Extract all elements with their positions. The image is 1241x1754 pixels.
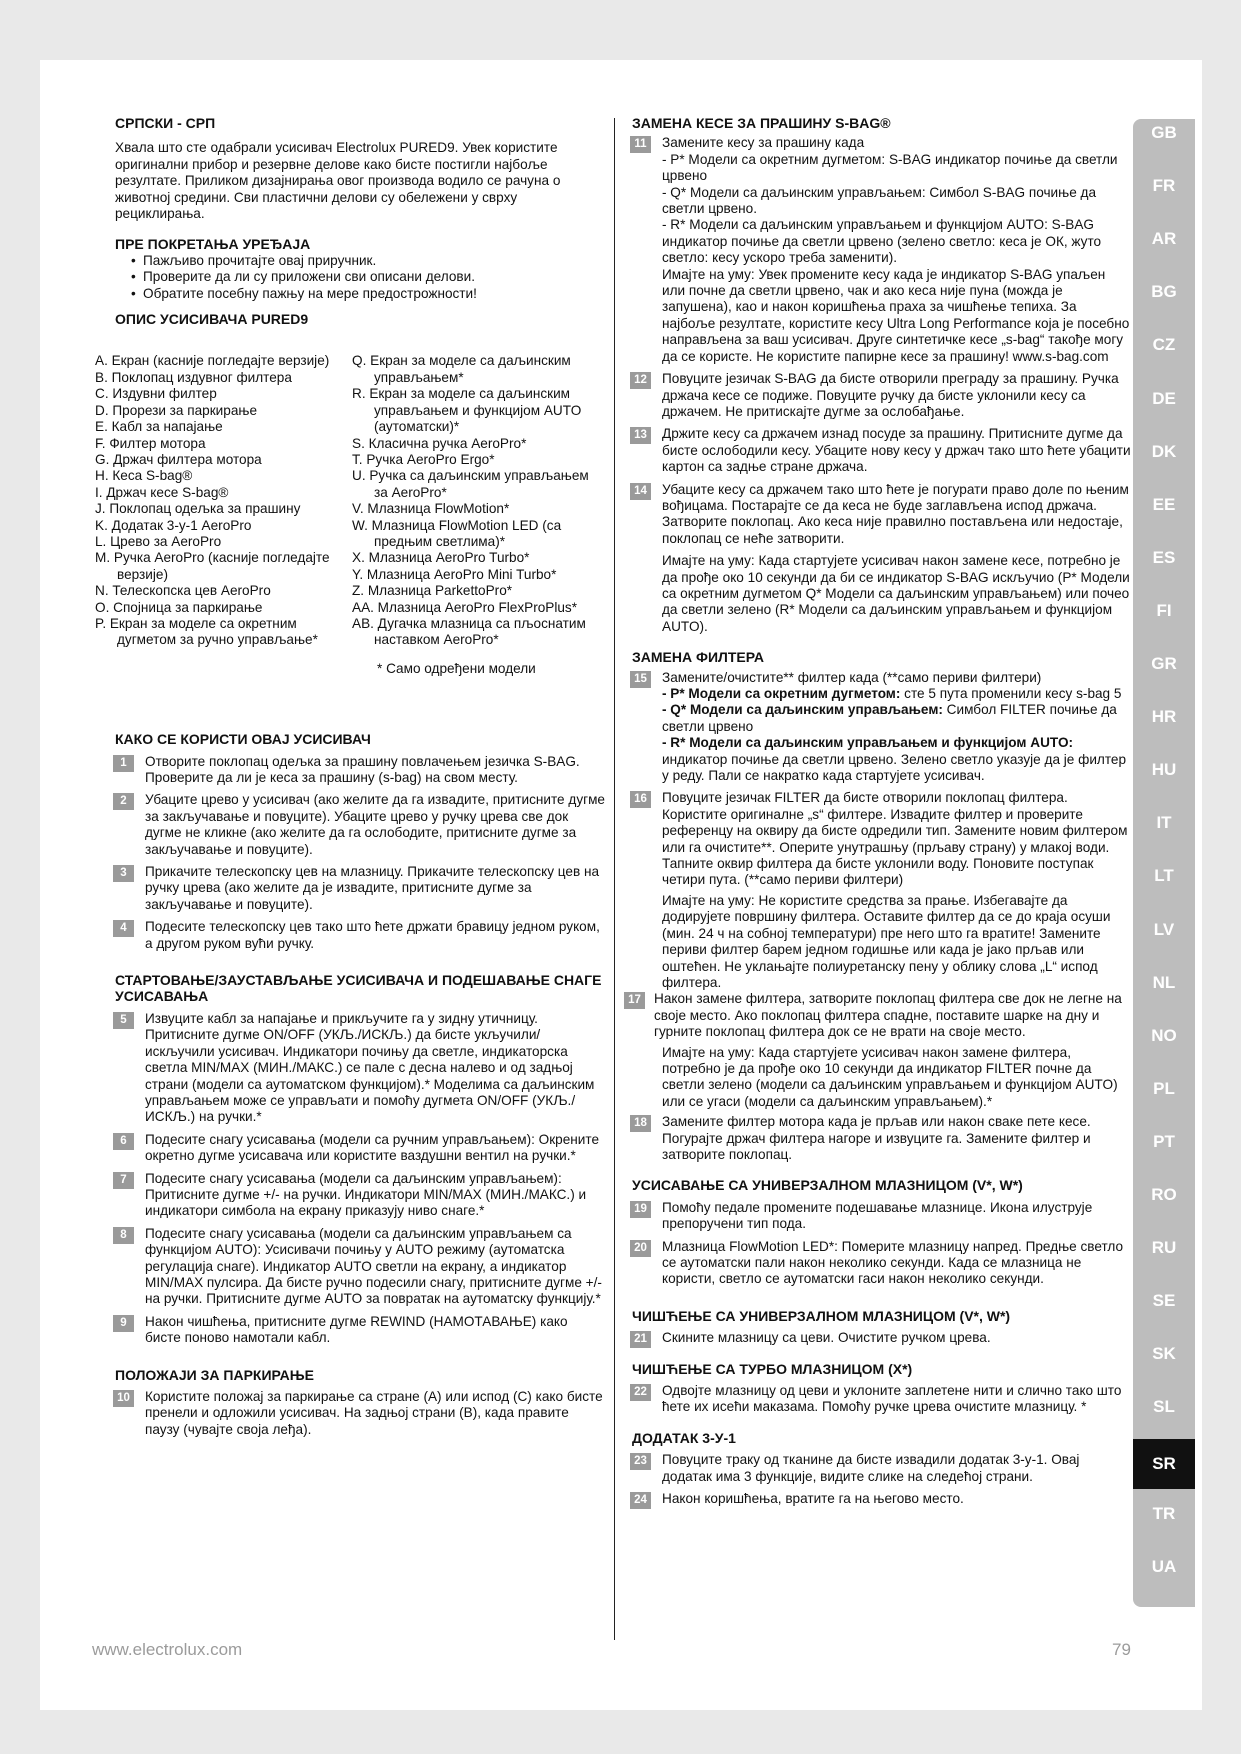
- part-item: F. Филтер мотора: [95, 435, 206, 451]
- part-item: H. Кеса S-bag®: [95, 468, 193, 484]
- step-text: Користите положај за паркирање са стране (A) или испод (C) како бисте пренели и одложили усисивач. На задњој страни (B), када правите паузу (чувајте своја леђа).: [145, 1389, 603, 1437]
- tab-hr[interactable]: HR: [1151, 707, 1177, 727]
- step-16: [632, 790, 1132, 991]
- tab-de[interactable]: DE: [1152, 388, 1176, 408]
- step-text: Прикачите телескопску цев на млазницу. Прикачите телескопску цев на ручку црева (ако желите да је извадите, притисните дугме за закључавање и повуците).: [145, 864, 600, 912]
- part-item: R. Екран за моделе са даљинским управљањем и функцијом AUTO (аутоматски)*: [352, 386, 582, 435]
- tab-pl[interactable]: PL: [1153, 1078, 1175, 1098]
- tab-ro[interactable]: RO: [1151, 1185, 1177, 1204]
- page-number: 79: [1112, 1640, 1131, 1659]
- tab-gb[interactable]: GB: [1151, 123, 1177, 142]
- step-15: [632, 670, 1132, 785]
- step-number: 24: [630, 1492, 651, 1509]
- list-item: • Пажљиво прочитајте овај приручник.: [131, 253, 605, 269]
- tab-nl[interactable]: NL: [1152, 972, 1176, 992]
- left-column: [95, 115, 605, 1444]
- step-text: Подесите снагу усисавања (модели са ручним управљањем): Окрените окретно дугме усисавача или користите ваздушни вентил на ручки.*: [145, 1131, 600, 1164]
- step-number: 8: [113, 1227, 134, 1244]
- list-item: • Проверите да ли су приложени сви описани делови.: [131, 269, 605, 285]
- step-text: Помоћу педале промените подешавање млазнице. Икона илуструје препоручени тип пода.: [662, 1199, 1093, 1232]
- sbag-heading: ЗАМЕНА КЕСЕ ЗА ПРАШИНУ S-BAG®: [632, 115, 891, 131]
- step-21: [632, 1330, 1132, 1346]
- step-text: Повуците траку од тканине да бисте извадили додатак 3-у-1. Овај додатак има 3 функције, видите слике на следећој страни.: [662, 1452, 1080, 1484]
- step-number: 20: [630, 1240, 651, 1257]
- start-stop-steps: [115, 1011, 605, 1347]
- part-item: AB. Дугачка млазница са пљоснатим наставком AeroPro*: [352, 615, 586, 648]
- description-heading: ОПИС УСИСИВАЧА PURED9: [115, 311, 309, 328]
- part-item: G. Држач филтера мотора: [95, 451, 262, 467]
- part-item: I. Држач кесе S-bag®: [95, 484, 229, 500]
- usage-steps: [115, 754, 605, 952]
- part-item: K. Додатак 3-у-1 AeroPro: [95, 517, 252, 533]
- part-item: C. Издувни филтер: [95, 386, 217, 402]
- part-item: T. Ручка AeroPro Ergo*: [352, 451, 495, 467]
- universal-nozzle-heading: УСИСАВАЊЕ СА УНИВЕРЗАЛНОМ МЛАЗНИЦОМ (V*, W*): [632, 1177, 1023, 1194]
- section-title: СРПСКИ - СРП: [115, 115, 216, 131]
- step-17: [628, 991, 1132, 1110]
- step-24: [632, 1491, 1132, 1507]
- step-text: Повуците језичак FILTER да бисте отворили поклопац филтера. Користите оригиналне „s“ филтере. Извадите филтер и проверите референцу на оквиру да бисте одредили тип. Замените новим филтером или га очистите**. Оперите унутрашњу (прљаву страну) у млакој води. Тапните оквир филтера да бисте уклонили воду. Поновите поступак четири пута. (**само периви филтери): [662, 790, 1128, 888]
- step-number: 17: [624, 992, 645, 1009]
- part-item: V. Млазница FlowMotion*: [352, 501, 510, 517]
- step-20: [632, 1239, 1132, 1288]
- step-number: 1: [113, 755, 134, 772]
- clean-universal-heading: ЧИШЋЕЊЕ СА УНИВЕРЗАЛНОМ МЛАЗНИЦОМ (V*, W*): [632, 1307, 1011, 1324]
- step-text: Млазница FlowMotion LED*: Померите млазницу напред. Предње светло се аутоматски пали након неколико секунди. Када се млазница не користи, светло се аутоматски гаси након неколико секунди.: [662, 1238, 1124, 1287]
- turbo-nozzle-heading: ЧИШЋЕЊЕ СА ТУРБО МЛАЗНИЦОМ (X*): [632, 1360, 913, 1377]
- part-item: Z. Млазница ParkettoPro*: [352, 583, 513, 599]
- step-13: [632, 426, 1132, 475]
- step-number: 4: [113, 920, 134, 937]
- step-number: 14: [630, 483, 651, 500]
- step-text: - Q* Модели са даљинским управљањем: Симбол S-BAG почиње да светли црвено.: [662, 184, 1097, 217]
- step-number: 6: [113, 1133, 134, 1150]
- part-item: Y. Млазница AeroPro Mini Turbo*: [352, 566, 557, 582]
- parking-heading: ПОЛОЖАЈИ ЗА ПАРКИРАЊЕ: [115, 1366, 314, 1383]
- step-number: 15: [630, 671, 651, 688]
- tab-fi[interactable]: FI: [1156, 600, 1172, 620]
- column-divider: [614, 118, 615, 1640]
- tab-ru[interactable]: RU: [1151, 1238, 1177, 1258]
- step-11: [632, 135, 1132, 365]
- step-text: Држите кесу са држачем изнад посуде за прашину. Притисните дугме да бисте ослободили кесу. Убаците нову кесу у држач тако што ћете убацити картон са задње стране држача.: [662, 426, 1131, 475]
- step-text: Након чишћења, притисните дугме REWIND (НАМОТАВАЊЕ) како бисте поново намотали кабл.: [145, 1313, 568, 1346]
- step-14-note: [632, 553, 1132, 635]
- footer-url[interactable]: www.electrolux.com: [92, 1640, 243, 1659]
- part-item: U. Ручка са даљинским управљањем за AeroPro*: [352, 468, 589, 500]
- step-note: Имајте на уму: Увек промените кесу када је индикатор S-BAG упаљен или почне да светли црвено, чак и ако кеса није пуна (можда је запушена), као и након коришћења праха за чишћење тепиха. За најбоље резултате, користите кесу Ultra Long Performance која је посебно направљена за ваш усисивач. Друге синтетичке кесе „s-bag“ такође могу да се користе. Не користите папирне кесе за прашину! www.s-bag.com: [662, 266, 1130, 364]
- tab-gr[interactable]: GR: [1151, 654, 1177, 673]
- step-number: 21: [630, 1331, 651, 1348]
- step-text: Убаците кесу са држачем тако што ћете је погурати право доле по њеним вођицама. Постарајте се да кеса не буде заглављена испод држача. Затворите поклопац. Ако кеса није правилно постављена или недостаје, поклопац се неће затворити.: [662, 481, 1129, 546]
- part-item: M. Ручка AeroPro (касније погледајте верзије): [95, 550, 330, 582]
- step-text: Подесите телескопску цев тако што ћете држати бравицу једном руком, а другом руком вући ручку.: [145, 919, 600, 951]
- tab-hu[interactable]: HU: [1151, 760, 1177, 780]
- step-1: [115, 754, 605, 787]
- step-text: Скините млазницу са цеви. Очистите ручком црева.: [662, 1330, 991, 1346]
- before-start-heading: ПРЕ ПОКРЕТАЊА УРЕЂАЈА: [115, 236, 311, 253]
- step-number: 12: [630, 372, 651, 389]
- tab-lt[interactable]: LT: [1154, 866, 1174, 886]
- step-number: 7: [113, 1172, 134, 1189]
- part-item: N. Телескопска цев AeroPro: [95, 583, 271, 599]
- language-tab-bar: [1133, 119, 1195, 1607]
- parking-steps: [115, 1389, 605, 1438]
- step-number: 3: [113, 865, 134, 882]
- step-14: [632, 482, 1132, 548]
- step-text: Убаците црево у усисивач (ако желите да га извадите, притисните дугме за закључавање и повуците). Убаците црево у ручку црева све док дугме не кликне (ако желите да га ослободите, притисните дугме за закључавање и повуците).: [145, 792, 605, 857]
- step-text: - P* Модели са окретним дугметом: S-BAG индикатор почиње да светли црвено: [662, 151, 1118, 184]
- part-item: L. Црево за AeroPro: [95, 533, 222, 549]
- step-2: [115, 792, 605, 858]
- part-item: E. Кабл за напајање: [95, 419, 223, 435]
- tab-sk[interactable]: SK: [1152, 1344, 1176, 1364]
- step-number: 2: [113, 793, 134, 810]
- sbag-steps: [632, 371, 1132, 547]
- step-note: Имајте на уму: Када стартујете усисивач након замене филтера, потребно је да прође око 10 секунди да индикатор FILTER почне да светли зелено (модели са даљинским управљањем и функцијом AUTO) или се угаси (модели са даљинским управљањем).*: [662, 1044, 1118, 1109]
- step-text: Замените кесу за прашину када: [662, 135, 865, 151]
- part-item: S. Класична ручка AeroPro*: [352, 435, 527, 451]
- list-item: • Обратите посебну пажњу на мере предострожности!: [131, 286, 605, 302]
- step-text: Замените/очистите** филтер када (**само периви филтери): [662, 669, 1042, 685]
- step-23: [632, 1452, 1132, 1485]
- tab-it[interactable]: IT: [1156, 813, 1172, 833]
- intro-paragraph: Хвала што сте одабрали усисивач Electrolux PURED9. Увек користите оригинални прибор и резервне делове како бисте постигли најбоље резултате. Приликом дизајнирања овог производа водило се рачуна о животној средини. Сви пластични делови су обележени у сврху рециклирања.: [115, 140, 561, 222]
- before-start-list: [115, 253, 605, 302]
- tab-dk[interactable]: DK: [1151, 441, 1177, 461]
- tab-sr[interactable]: SR: [1133, 1439, 1195, 1489]
- addon-heading: ДОДАТАК 3-У-1: [632, 1429, 736, 1446]
- tab-es[interactable]: ES: [1152, 547, 1176, 567]
- step-3: [115, 864, 605, 913]
- step-number: 23: [630, 1453, 651, 1470]
- step-22: [632, 1383, 1132, 1416]
- part-item: O. Спојница за паркирање: [95, 599, 263, 615]
- step-5: [115, 1011, 605, 1126]
- part-item: P. Екран за моделе са окретним дугметом за ручно управљање*: [95, 615, 318, 648]
- parts-list: [95, 353, 605, 648]
- part-item: AA. Млазница AeroPro FlexProPlus*: [352, 599, 578, 615]
- step-text: - R* Модели са даљинским управљањем и функцијом AUTO: индикатор почиње да светли црвено. Зелено светло указује да је филтер у реду. Пали се накратко када стартујете усисивач.: [662, 735, 1127, 784]
- step-text: Након замене филтера, затворите поклопац филтера све док не легне на своје место. Ако поклопац филтера спадне, поставите шарке на дну и гурните поклопац филтера док се не врати на своје место.: [654, 991, 1122, 1040]
- step-number: 13: [630, 427, 651, 444]
- step-number: 18: [630, 1115, 651, 1132]
- tab-fr[interactable]: FR: [1152, 176, 1176, 196]
- step-text: Подесите снагу усисавања (модели са даљинским управљањем са функцијом AUTO): Усисивачи почињу у AUTO режиму (аутоматска регулација снаге). Индикатор AUTO светли на екрану, а индикатор MIN/MAX пулсира. Да бисте ручно подесили снагу, притисните дугме +/- на ручки. Притисните дугме AUTO за повратак на аутоматску функцију.*: [145, 1225, 602, 1307]
- part-item: A. Екран (касније погледајте верзије): [95, 353, 330, 369]
- tab-se[interactable]: SE: [1152, 1291, 1176, 1311]
- step-9: [115, 1314, 605, 1347]
- step-text: Повуците језичак S-BAG да бисте отворили преграду за прашину. Ручка држача кесе се подиже. Повуците ручку да бисте уклонили кесу са држачем. Не притискајте дугме за ослобађање.: [662, 371, 1119, 419]
- parts-column-1: [95, 353, 340, 648]
- step-note: Имајте на уму: Када стартујете усисивач након замене кесе, потребно је да прође око 10 секунди да би се индикатор S-BAG искључио (P* Модели са окретним дугметом Q* Модели са даљинским управљањем) или почео да светли зелено (R* Модели са даљинским управљањем и функцијом AUTO).: [662, 553, 1130, 634]
- step-12: [632, 371, 1132, 420]
- addon-steps: [632, 1452, 1132, 1507]
- part-item: B. Поклопац издувног филтера: [95, 369, 292, 385]
- parts-column-2: [352, 353, 597, 648]
- step-number: 16: [630, 791, 651, 808]
- tab-ar[interactable]: AR: [1151, 229, 1177, 249]
- step-text: Након коришћења, вратите га на његово место.: [662, 1491, 964, 1507]
- universal-nozzle-steps: [632, 1200, 1132, 1288]
- tab-no[interactable]: NO: [1151, 1025, 1177, 1045]
- step-text: - P* Модели са окретним дугметом: сте 5 пута променили кесу s-bag 5: [662, 686, 1122, 701]
- step-19: [632, 1200, 1132, 1233]
- step-text: Подесите снагу усисавања (модели са даљинским управљањем): Притисните дугме +/- на ручки. Индикатори MIN/MAX (МИН./МАКС.) и индикатори симбола на екрану приказују ниво снаге.*: [145, 1170, 587, 1219]
- part-item: Q. Екран за моделе са даљинским управљањем*: [352, 353, 571, 385]
- step-6: [115, 1132, 605, 1165]
- part-item: X. Млазница AeroPro Turbo*: [352, 550, 530, 566]
- tab-lv[interactable]: LV: [1153, 919, 1175, 939]
- tab-sl[interactable]: SL: [1153, 1397, 1175, 1417]
- step-7: [115, 1171, 605, 1220]
- step-number: 9: [113, 1315, 134, 1332]
- step-4: [115, 919, 605, 952]
- step-text: - R* Модели са даљинским управљањем и функцијом AUTO: S-BAG индикатор почиње да светли црвено (зелено светло: кеса је ОК, жуто светло: кесу ускоро треба заменити).: [662, 217, 1102, 266]
- step-8: [115, 1226, 605, 1308]
- step-18: [632, 1114, 1132, 1163]
- step-text: Отворите поклопац одељка за прашину повлачењем језичка S-BAG. Проверите да ли је кеса за прашину (s-bag) на свом месту.: [145, 753, 580, 785]
- tab-pt[interactable]: PT: [1153, 1131, 1175, 1151]
- step-number: 19: [630, 1201, 651, 1218]
- step-number: 5: [113, 1012, 134, 1029]
- parts-note: * Само одређени модели: [377, 660, 536, 676]
- tab-tr[interactable]: TR: [1152, 1503, 1176, 1523]
- filter-heading: ЗАМЕНА ФИЛТЕРА: [632, 649, 764, 666]
- tab-cz[interactable]: CZ: [1152, 335, 1176, 355]
- step-text: Одвојте млазницу од цеви и уклоните заплетене нити и слично тако што ћете их исећи маказама. Помоћу ручке црева очистите млазницу. *: [662, 1383, 1122, 1415]
- step-number: 10: [113, 1390, 134, 1407]
- tab-bg[interactable]: BG: [1151, 282, 1177, 302]
- part-item: W. Млазница FlowMotion LED (са предњим светлима)*: [352, 517, 562, 549]
- usage-heading: КАКО СЕ КОРИСТИ ОВАЈ УСИСИВАЧ: [115, 731, 371, 748]
- step-number: 11: [630, 136, 651, 153]
- step-10: [115, 1389, 605, 1438]
- step-text: - Q* Модели са даљинским управљањем: Симбол FILTER почиње да светли црвено: [662, 702, 1117, 734]
- part-item: J. Поклопац одељка за прашину: [95, 501, 301, 517]
- step-note: Имајте на уму: Не користите средства за прање. Избегавајте да додирујете површину филтера. Оставите филтер да се до краја осуши (мин. 24 ч на собној температури) пре него што га вратите! Замените периви филтер барем једном годишње или када је јако прљав или оштећен. Не уклањајте полиуретанску пену у облику слова „L“ испод филтера.: [662, 892, 1111, 990]
- right-column: [628, 115, 1132, 1513]
- step-text: Извуците кабл за напајање и прикључите га у зидну утичницу. Притисните дугме ON/OFF (УКЉ./ИСКЉ.) да бисте укључили/искључили усисивач. Индикатори почињу да светле, индикаторска светла MIN/MAX (МИН./МАКС.) се пале с десна налево и од задњој страни (модели са аутоматском функцијом).* Моделима са даљинским управљањем може се управљати и помоћу дугмета ON/OFF (УКЉ./ИСКЉ.) на ручки.*: [145, 1010, 595, 1125]
- tab-ua[interactable]: UA: [1151, 1556, 1177, 1576]
- step-text: Замените филтер мотора када је прљав или након сваке пете кесе. Погурајте држач филтера нагоре и извуците га. Замените филтер и затворите поклопац.: [662, 1114, 1091, 1162]
- step-number: 22: [630, 1384, 651, 1401]
- start-stop-heading: СТАРТОВАЊЕ/ЗАУСТАВЉАЊЕ УСИСИВАЧА И ПОДЕШАВАЊЕ СНАГЕ УСИСАВАЊА: [115, 972, 602, 1005]
- part-item: D. Прорези за паркирање: [95, 402, 258, 418]
- tab-ee[interactable]: EE: [1152, 494, 1176, 514]
